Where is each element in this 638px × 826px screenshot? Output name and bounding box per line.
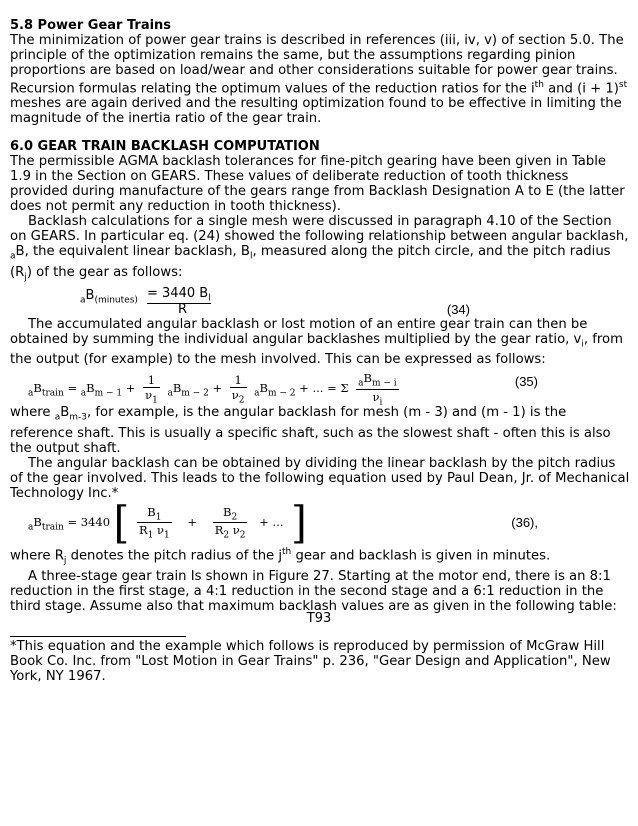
equation-number: (35) <box>514 374 538 390</box>
footnote: *This equation and the example which follows is reproduced by permission of McGraw Hill Book Co. Inc. from "Lost Motion in Gear Trains" p. 236, "Gear Design and Application", New York, NY 1967. <box>10 638 611 684</box>
paragraph: The permissible AGMA backlash tolerances for fine-pitch gearing have been given in Table 1.9 in the Section on GEARS. These values of deliberate reduction of tooth thickness provided during manufacture of the gears range from Backlash Designation A to E (the latter does not permit any reduction in tooth thickness). <box>10 154 625 215</box>
paragraph: The minimization of power gear trains is described in references (iii, iv, v) of section 5.0. The principle of the optimization remains the same, but the assumptions regarding pinion proportions are based on load/wear and other considerations suitable for power gear trains. Recursion formulas relating the optimum values of the reduction ratios for the $i^{th}$ and $(i + 1)^{st}$ meshes are again derived and the resulting optimization found to be effective in limiting the magnitude of the inertia ratio of the gear train. <box>10 33 628 127</box>
equation-34: $_aB_{(minutes)}$ = 3440 $B_l$ R (34) <box>80 285 470 317</box>
section-heading-backlash: 6.0 GEAR TRAIN BACKLASH COMPUTATION <box>10 139 320 155</box>
equation-number: (36), <box>511 514 538 530</box>
paragraph: where $_aB_{m-3}$, for example, is the angular backlash for mesh (m - 3) and (m - 1) is the reference shaft. This is usually a specific shaft, such as the slowest shaft - often this is also the output shaft. <box>10 405 611 456</box>
footnote-divider <box>10 636 186 637</box>
page-number: T93 <box>306 611 332 626</box>
paragraph: where $R_j$ denotes the pitch radius of the $j^{th}$ gear and backlash is given in minutes. <box>10 546 551 566</box>
paragraph: Backlash calculations for a single mesh were discussed in paragraph 4.10 of the Section on GEARS. In particular eq. (24) showed the following relationship between angular backlash, $_a$B, the equivalent linear backlash, $B_l$, measured along the pitch circle, and the pitch radius $(R_j)$ of the gear as follows: <box>10 214 629 283</box>
paragraph: The angular backlash can be obtained by dividing the linear backlash by the pitch radius of the gear involved. This leads to the following equation used by Paul Dean, Jr. of Mechanical Technology Inc.* <box>10 455 630 501</box>
paragraph: A three-stage gear train Is shown in Figure 27. Starting at the motor end, there is an 8:1 reduction in the first stage, a 4:1 reduction in the second stage and a 6:1 reduction in the third stage. Assume also that maximum backlash values are as given in the following table: <box>10 568 617 614</box>
equation-35: $_aB_{train} = _aB_{m - 1}$ + $\frac{1}{\nu_1}$ $_aB_{m - 2}$ + $\frac{1}{\nu_2}$ $_aB_{m - 2}$ + ... = Σ $\frac{_aB_{m - i}}{\nu_i}$ (35) <box>28 371 538 407</box>
section-heading-power-gear-trains: 5.8 Power Gear Trains <box>10 18 172 33</box>
paragraph: The accumulated angular backlash or lost motion of an entire gear train can then be obtained by summing the individual angular backlashes multiplied by the gear ratio, $v_i$, from the output (for example) to the mesh involved. This can be expressed as follows: <box>10 316 623 368</box>
equation-36: $_aB_{train} = 3440$ [ $\frac{B_1}{R_1 \nu_1}$ + $\frac{B_2}{R_2 \nu_2}$ + ... ] (36), <box>28 497 538 549</box>
document-page <box>10 18 630 684</box>
equation-number: (34) <box>446 301 470 317</box>
